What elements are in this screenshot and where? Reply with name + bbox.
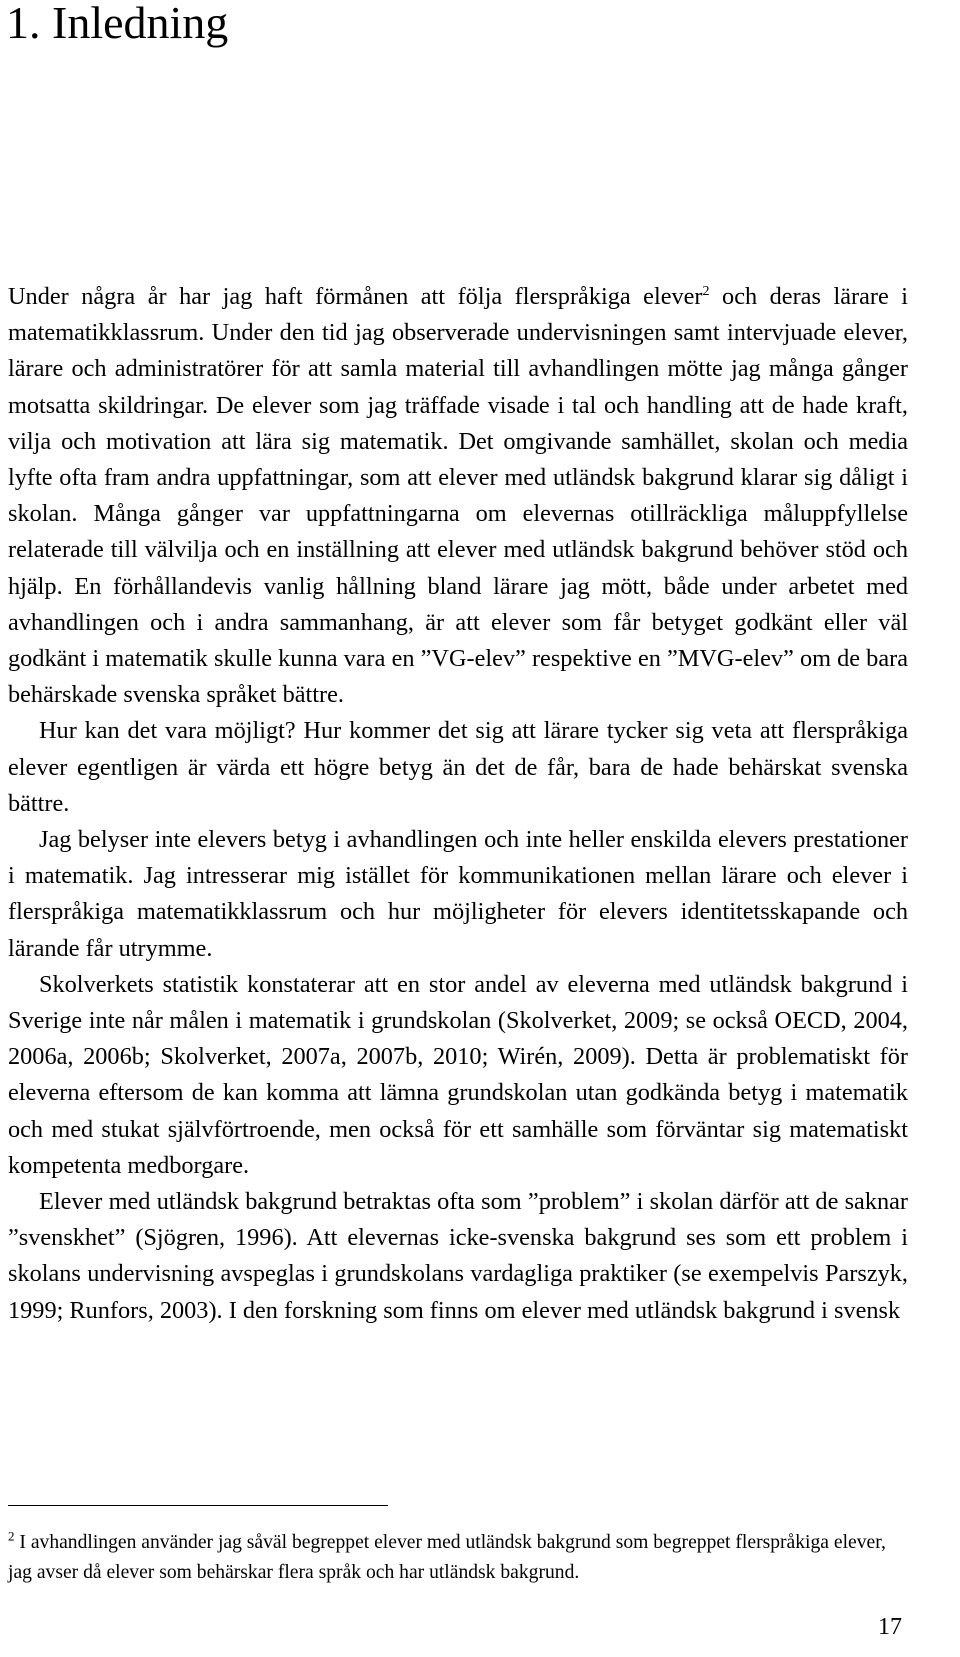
footnote-separator	[8, 1505, 388, 1506]
paragraph-3: Jag belyser inte elevers betyg i avhandlingen och inte heller enskilda elevers prestationer i matematik. Jag intresserar mig istället för kommunikationen mellan lärare och elever i flerspråkiga matematikklassrum och hur möjligheter för elevers identitetsskapande och lärande får utrymme.	[8, 826, 908, 962]
footnote-text: I avhandlingen använder jag såväl begreppet elever med utländsk bakgrund som begreppet flerspråkiga elever, jag avser då elever som behärskar flera språk och har utländsk bakgrund.	[8, 1532, 886, 1583]
paragraph-1-text-end: och deras lärare i matematikklassrum. Under den tid jag observerade undervisningen samt intervjuade elever, lärare och administratörer för att samla material till avhandlingen mötte jag många gånger motsatta skildringar. De elever som jag träffade visade i tal och handling att de hade kraft, vilja och motivation att lära sig matematik. Det omgivande samhället, skolan och media lyfte ofta fram andra uppfattningar, som att elever med utländsk bakgrund klarar sig dåligt i skolan. Många gånger var uppfattningarna om elevernas otillräckliga måluppfyllelse relaterade till välvilja och en inställning att elever med utländsk bakgrund behöver stöd och hjälp. En förhållandevis vanlig hållning bland lärare jag mött, både under arbetet med avhandlingen och i andra sammanhang, är att elever som får betyget godkänt eller väl godkänt i matematik skulle kunna vara en ”VG-elev” respektive en ”MVG-elev” om de bara behärskade svenska språket bättre.	[8, 283, 908, 709]
paragraph-1	[8, 279, 908, 713]
chapter-heading: 1. Inledning	[6, 0, 229, 48]
footnote-reference[interactable]: 2	[702, 283, 710, 299]
paragraph-4: Skolverkets statistik konstaterar att en stor andel av eleverna med utländsk bakgrund i Sverige inte når målen i matematik i grundskolan (Skolverket, 2009; se också OECD, 2004, 2006a, 2006b; Skolverket, 2007a, 2007b, 2010; Wirén, 2009). Detta är problematiskt för eleverna eftersom de kan komma att lämna grundskolan utan godkända betyg i matematik och med stukat självförtroende, men också för ett samhälle som förväntar sig matematiskt kompetenta medborgare.	[8, 970, 908, 1179]
paragraph-1-text-start: Under några år har jag haft förmånen att följa flerspråkiga elever	[8, 283, 703, 310]
footnote-marker: 2	[8, 1528, 15, 1544]
paragraph-5: Elever med utländsk bakgrund betraktas ofta som ”problem” i skolan därför att de saknar ”svenskhet” (Sjögren, 1996). Att elevernas icke-svenska bakgrund ses som ett problem i skolans undervisning avspeglas i grundskolans vardagliga praktiker (se exempelvis Parszyk, 1999; Runfors, 2003). I den forskning som finns om elever med utländsk bakgrund i svensk	[8, 1188, 908, 1324]
paragraph-2: Hur kan det vara möjligt? Hur kommer det sig att lärare tycker sig veta att flerspråkiga elever egentligen är värda ett högre betyg än det de får, bara de hade behärskat svenska bättre.	[8, 717, 908, 817]
body-text	[8, 279, 908, 1329]
footnote	[8, 1528, 908, 1588]
page-number: 17	[878, 1614, 902, 1640]
